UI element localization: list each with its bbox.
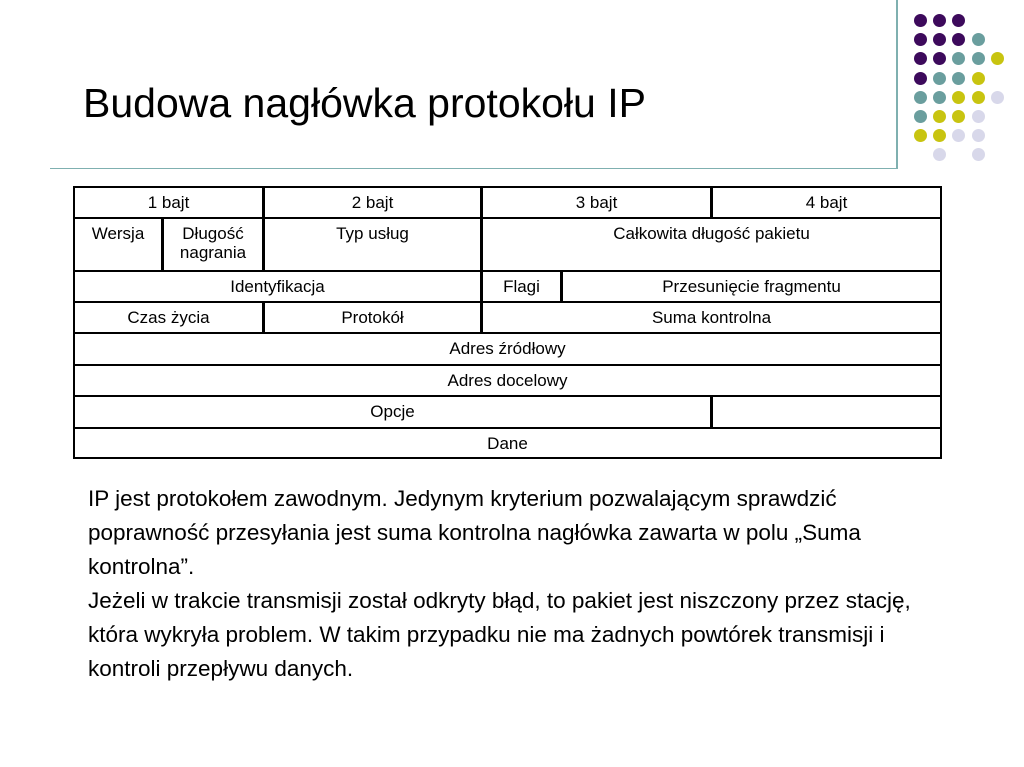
dot-icon xyxy=(972,110,985,123)
cell-padding xyxy=(711,395,942,429)
cell-header-length xyxy=(162,217,264,272)
dot-icon xyxy=(933,33,946,46)
dot-icon xyxy=(933,52,946,65)
dot-icon xyxy=(952,91,965,104)
cell-data: Dane xyxy=(73,427,942,459)
dot-icon xyxy=(933,91,946,104)
dot-icon xyxy=(933,148,946,161)
header-length-line1: Długość xyxy=(182,224,244,243)
dot-icon xyxy=(933,110,946,123)
cell-service-type: Typ usług xyxy=(263,217,482,272)
cell-version: Wersja xyxy=(73,217,163,272)
body-text xyxy=(88,482,948,686)
dot-icon xyxy=(972,91,985,104)
dot-icon xyxy=(972,129,985,142)
dot-icon xyxy=(914,91,927,104)
cell-source-address: Adres źródłowy xyxy=(73,332,942,366)
cell-checksum: Suma kontrolna xyxy=(481,301,942,334)
slide-title: Budowa nagłówka protokołu IP xyxy=(83,80,646,126)
cell-total-length: Całkowita długość pakietu xyxy=(481,217,942,272)
dot-icon xyxy=(991,91,1004,104)
cell-ttl: Czas życia xyxy=(73,301,264,334)
cell-byte2: 2 bajt xyxy=(263,186,482,219)
dot-icon xyxy=(952,129,965,142)
dot-icon xyxy=(914,52,927,65)
dot-icon xyxy=(914,129,927,142)
body-paragraph-1: IP jest protokołem zawodnym. Jedynym kryterium pozwalającym sprawdzić poprawność przesyłania jest suma kontrolna nagłówka zawarta w polu „Suma kontrolna”. xyxy=(88,486,861,579)
dot-icon xyxy=(914,33,927,46)
cell-protocol: Protokół xyxy=(263,301,482,334)
dot-icon xyxy=(952,110,965,123)
dot-icon xyxy=(952,72,965,85)
dot-icon xyxy=(914,110,927,123)
cell-options: Opcje xyxy=(73,395,712,429)
cell-byte4: 4 bajt xyxy=(711,186,942,219)
body-paragraph-2: Jeżeli w trakcie transmisji został odkryty błąd, to pakiet jest niszczony przez stację, która wykryła problem. W takim przypadku nie ma żadnych powtórek transmisji i kontroli przepływu danych. xyxy=(88,588,911,681)
divider-vertical xyxy=(896,0,898,169)
dot-icon xyxy=(914,14,927,27)
dot-icon xyxy=(972,72,985,85)
dot-icon xyxy=(972,52,985,65)
dot-icon xyxy=(952,33,965,46)
divider-horizontal xyxy=(50,168,898,169)
dot-icon xyxy=(933,129,946,142)
cell-destination-address: Adres docelowy xyxy=(73,364,942,397)
cell-identification: Identyfikacja xyxy=(73,270,482,303)
cell-fragment-offset: Przesunięcie fragmentu xyxy=(561,270,942,303)
dot-icon xyxy=(952,52,965,65)
dot-icon xyxy=(991,52,1004,65)
dot-icon xyxy=(952,14,965,27)
dot-icon xyxy=(933,72,946,85)
cell-byte3: 3 bajt xyxy=(481,186,712,219)
dot-icon xyxy=(972,148,985,161)
dot-icon xyxy=(972,33,985,46)
dot-icon xyxy=(914,72,927,85)
cell-byte1: 1 bajt xyxy=(73,186,264,219)
cell-flags: Flagi xyxy=(481,270,562,303)
header-length-line2: nagrania xyxy=(179,243,247,262)
dot-icon xyxy=(933,14,946,27)
